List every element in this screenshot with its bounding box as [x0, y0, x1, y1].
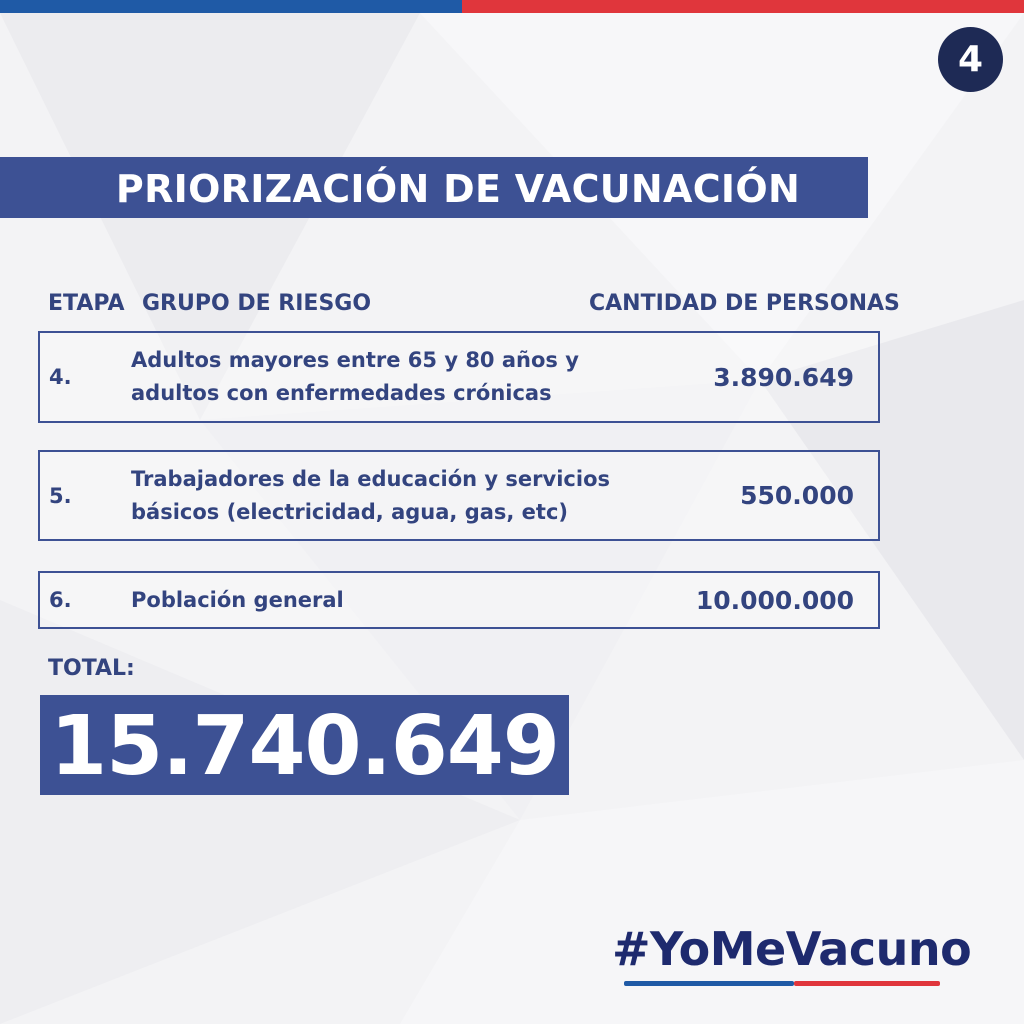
row-group: Adultos mayores entre 65 y 80 años y adultos con enfermedades crónicas — [131, 348, 579, 405]
hashtag-underline-blue — [624, 981, 794, 986]
column-header-stage: ETAPA — [48, 291, 125, 316]
row-stage: 5. — [49, 483, 72, 508]
row-count: 10.000.000 — [695, 585, 854, 615]
table-row — [38, 571, 880, 629]
row-group: Población general — [131, 587, 344, 612]
top-stripe-blue — [0, 0, 462, 13]
total-value: 15.740.649 — [50, 699, 559, 794]
campaign-hashtag: #YoMeVacuno — [612, 922, 972, 976]
top-stripe-red — [462, 0, 1024, 13]
total-label: TOTAL: — [48, 656, 135, 681]
row-group: Trabajadores de la educación y servicios básicos (electricidad, agua, gas, etc) — [131, 466, 610, 524]
row-stage: 6. — [49, 588, 72, 612]
row-stage: 4. — [49, 365, 72, 389]
column-header-count: CANTIDAD DE PERSONAS — [589, 291, 900, 316]
row-count: 550.000 — [740, 481, 854, 510]
column-header-group: GRUPO DE RIESGO — [142, 291, 372, 316]
page-number-badge: 4 — [938, 27, 1003, 92]
row-count: 3.890.649 — [713, 362, 854, 392]
hashtag-underline-red — [794, 981, 940, 986]
table-row — [38, 450, 880, 541]
table-row — [38, 331, 880, 423]
page-title: PRIORIZACIÓN DE VACUNACIÓN — [115, 167, 801, 211]
